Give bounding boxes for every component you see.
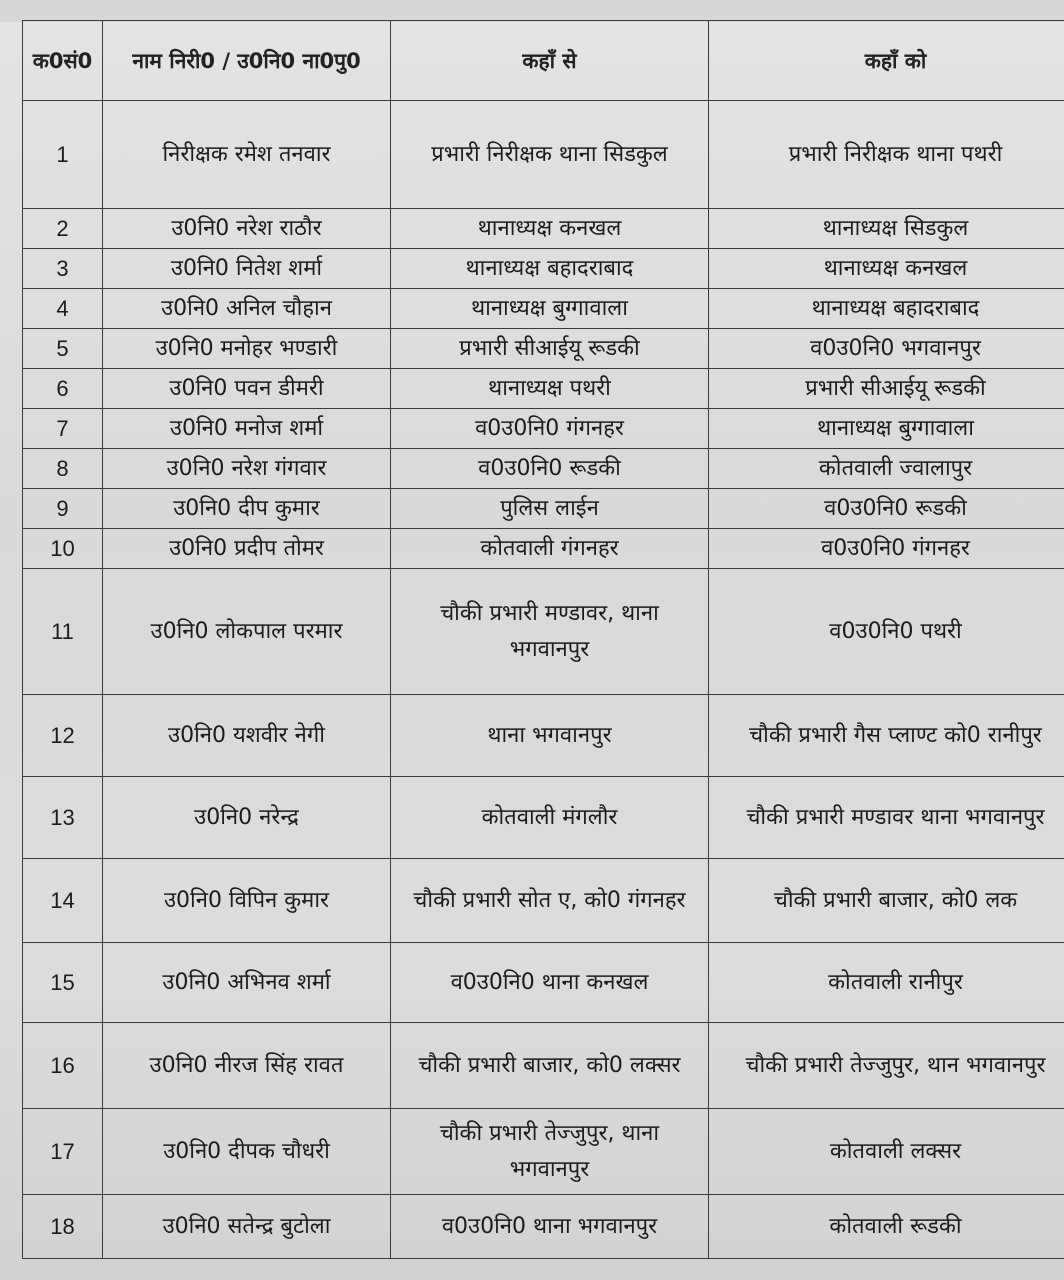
table-row (23, 449, 1064, 489)
row-name: उ0नि0 लोकपाल परमार (103, 569, 391, 695)
row-from: थानाध्यक्ष बुग्गावाला (391, 289, 709, 329)
page-top-edge (0, 0, 1064, 22)
row-from: चौकी प्रभारी तेज्जुपुर, थाना भगवानपुर (391, 1109, 709, 1195)
row-from: थानाध्यक्ष बहादराबाद (391, 249, 709, 289)
row-to: व0उ0नि0 पथरी (709, 569, 1064, 695)
transfer-table (22, 20, 1064, 1259)
row-to: कोतवाली रूडकी (709, 1195, 1064, 1259)
row-from: प्रभारी निरीक्षक थाना सिडकुल (391, 101, 709, 209)
row-to: कोतवाली लक्सर (709, 1109, 1064, 1195)
row-name: उ0नि0 यशवीर नेगी (103, 695, 391, 777)
table-row (23, 329, 1064, 369)
row-serial: 16 (23, 1023, 103, 1109)
table-row (23, 529, 1064, 569)
table-row (23, 409, 1064, 449)
row-to: चौकी प्रभारी बाजार, को0 लक (709, 859, 1064, 943)
row-to: प्रभारी सीआईयू रूडकी (709, 369, 1064, 409)
row-from: पुलिस लाईन (391, 489, 709, 529)
table-row (23, 369, 1064, 409)
row-serial: 3 (23, 249, 103, 289)
table-row (23, 249, 1064, 289)
row-from: व0उ0नि0 गंगनहर (391, 409, 709, 449)
row-to: थानाध्यक्ष बुग्गावाला (709, 409, 1064, 449)
table-row (23, 209, 1064, 249)
row-from: चौकी प्रभारी बाजार, को0 लक्सर (391, 1023, 709, 1109)
row-name: उ0नि0 नरेश गंगवार (103, 449, 391, 489)
table-row (23, 289, 1064, 329)
row-serial: 4 (23, 289, 103, 329)
row-name: उ0नि0 दीप कुमार (103, 489, 391, 529)
row-to: थानाध्यक्ष कनखल (709, 249, 1064, 289)
row-from: चौकी प्रभारी मण्डावर, थाना भगवानपुर (391, 569, 709, 695)
row-to: कोतवाली रानीपुर (709, 943, 1064, 1023)
table-row (23, 101, 1064, 209)
row-serial: 18 (23, 1195, 103, 1259)
row-name: उ0नि0 नरेश राठौर (103, 209, 391, 249)
row-name: उ0नि0 मनोज शर्मा (103, 409, 391, 449)
row-serial: 15 (23, 943, 103, 1023)
row-serial: 5 (23, 329, 103, 369)
row-serial: 8 (23, 449, 103, 489)
header-to: कहाँ को (709, 21, 1064, 101)
row-from: थाना भगवानपुर (391, 695, 709, 777)
row-to: कोतवाली ज्वालापुर (709, 449, 1064, 489)
row-to: थानाध्यक्ष बहादराबाद (709, 289, 1064, 329)
row-serial: 14 (23, 859, 103, 943)
row-name: उ0नि0 विपिन कुमार (103, 859, 391, 943)
row-name: उ0नि0 सतेन्द्र बुटोला (103, 1195, 391, 1259)
row-from: व0उ0नि0 रूडकी (391, 449, 709, 489)
row-serial: 10 (23, 529, 103, 569)
row-serial: 13 (23, 777, 103, 859)
row-serial: 11 (23, 569, 103, 695)
row-to: चौकी प्रभारी गैस प्लाण्ट को0 रानीपुर (709, 695, 1064, 777)
row-from: व0उ0नि0 थाना भगवानपुर (391, 1195, 709, 1259)
row-to: व0उ0नि0 गंगनहर (709, 529, 1064, 569)
row-to: व0उ0नि0 भगवानपुर (709, 329, 1064, 369)
row-name: उ0नि0 नीरज सिंह रावत (103, 1023, 391, 1109)
table-row (23, 943, 1064, 1023)
row-serial: 2 (23, 209, 103, 249)
row-to: चौकी प्रभारी मण्डावर थाना भगवानपुर (709, 777, 1064, 859)
row-from: थानाध्यक्ष पथरी (391, 369, 709, 409)
row-serial: 1 (23, 101, 103, 209)
header-serial: क0सं0 (23, 21, 103, 101)
row-to: थानाध्यक्ष सिडकुल (709, 209, 1064, 249)
row-serial: 17 (23, 1109, 103, 1195)
row-name: निरीक्षक रमेश तनवार (103, 101, 391, 209)
table-row (23, 695, 1064, 777)
row-name: उ0नि0 मनोहर भण्डारी (103, 329, 391, 369)
table-row (23, 859, 1064, 943)
row-from: व0उ0नि0 थाना कनखल (391, 943, 709, 1023)
row-name: उ0नि0 दीपक चौधरी (103, 1109, 391, 1195)
row-serial: 7 (23, 409, 103, 449)
table-row (23, 489, 1064, 529)
table-row (23, 1023, 1064, 1109)
row-from: चौकी प्रभारी सोत ए, को0 गंगनहर (391, 859, 709, 943)
row-name: उ0नि0 नरेन्द्र (103, 777, 391, 859)
table-row (23, 777, 1064, 859)
row-name: उ0नि0 अभिनव शर्मा (103, 943, 391, 1023)
row-from: थानाध्यक्ष कनखल (391, 209, 709, 249)
table-row (23, 569, 1064, 695)
row-name: उ0नि0 प्रदीप तोमर (103, 529, 391, 569)
row-from: कोतवाली गंगनहर (391, 529, 709, 569)
row-name: उ0नि0 अनिल चौहान (103, 289, 391, 329)
table-header-row (23, 21, 1064, 101)
row-to: व0उ0नि0 रूडकी (709, 489, 1064, 529)
row-serial: 9 (23, 489, 103, 529)
row-serial: 12 (23, 695, 103, 777)
row-to: चौकी प्रभारी तेज्जुपुर, थान भगवानपुर (709, 1023, 1064, 1109)
header-name: नाम निरी0 / उ0नि0 ना0पु0 (103, 21, 391, 101)
header-from: कहाँ से (391, 21, 709, 101)
row-name: उ0नि0 नितेश शर्मा (103, 249, 391, 289)
row-serial: 6 (23, 369, 103, 409)
row-from: प्रभारी सीआईयू रूडकी (391, 329, 709, 369)
table-row (23, 1109, 1064, 1195)
row-name: उ0नि0 पवन डीमरी (103, 369, 391, 409)
row-from: कोतवाली मंगलौर (391, 777, 709, 859)
row-to: प्रभारी निरीक्षक थाना पथरी (709, 101, 1064, 209)
table-row (23, 1195, 1064, 1259)
